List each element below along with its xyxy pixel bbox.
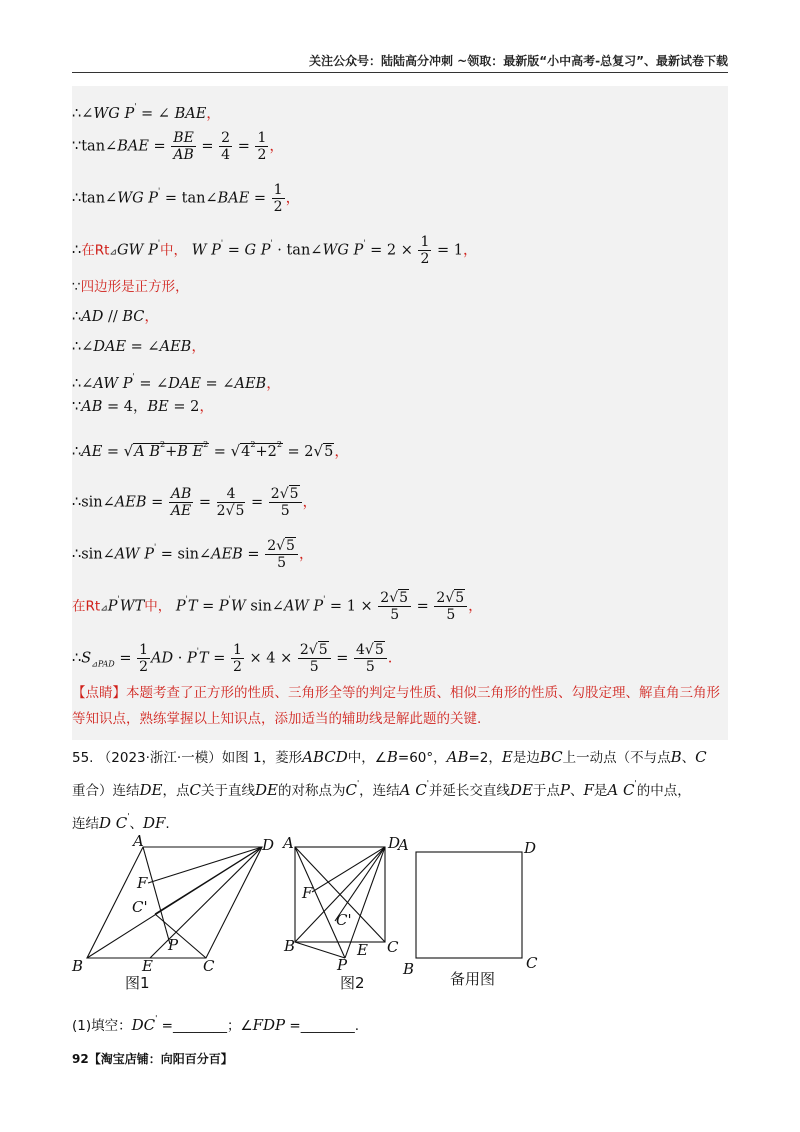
fig2-label-F: F [302, 884, 313, 902]
solution-line-11: ∴sin∠AEB = $\frac{AB}{AE}$ = $\frac{4}{2√5}$ = $\frac{2√5}{5}$ ， [72, 486, 318, 519]
fig2-label-B: B [284, 937, 296, 955]
solution-line-7: ∴∠DAE = ∠AEB， [72, 339, 206, 355]
fig2-label-P: P [337, 956, 348, 974]
solution-line-8: ∴∠AW P' = ∠DAE = ∠AEB， [72, 372, 281, 392]
solution-line-14: $\therefore S_{⊿PAD}$ = $\frac{1}{2}$ AD · P'T = $\frac{1}{2}$ × 4 × $\frac{2√5}{5}$ = $\frac{4√5}{5}$ . [72, 642, 393, 675]
fig1-caption: 图1 [125, 974, 150, 992]
solution-line-9: ∵AB = 4，BE = 2， [72, 399, 214, 415]
spare-label-D: D [524, 839, 537, 857]
fig1-label-C-prime: C' [132, 898, 148, 916]
fig2-caption: 图2 [340, 974, 365, 992]
solution-line-2: ∵tan∠BAE = $\frac{BE}{AB}$ = $\frac{2}{4}$ = $\frac{1}{2}$ ， [72, 130, 284, 163]
spare-label-C: C [526, 954, 538, 972]
page-number: 92 [72, 1052, 89, 1066]
solution-line-3: ∴tan∠WG P' = tan∠BAE = $\frac{1}{2}$ ， [72, 182, 301, 215]
problem-line-3: 连结D C'、DF. [72, 812, 170, 832]
page-header: 关注公众号：陆陆高分冲刺 ~领取：最新版“小中高考-总复习”、最新试卷下载 [309, 54, 728, 68]
solution-line-13: 在Rt⊿P'WT中， P'T = P'W sin∠AW P' = 1 × $\frac{2√5}{5}$ = $\frac{2√5}{5}$ ， [72, 590, 483, 623]
figure-2 [295, 847, 385, 958]
shop-name: 【淘宝店铺：向阳百分百】 [88, 1052, 233, 1066]
fig1-label-C: C [203, 957, 215, 975]
fig2-label-C-prime: C' [336, 911, 352, 929]
page-footer [72, 1050, 233, 1067]
fig2-label-E: E [357, 941, 368, 959]
fig2-label-D: D [388, 834, 401, 852]
fig1-label-B: B [72, 957, 84, 975]
problem-55 [72, 744, 732, 837]
solution-line-4: ∴在Rt⊿GW P'中， W P' = G P' · tan∠WG P' = 2 × $\frac{1}{2}$ = 1， [72, 234, 478, 267]
solution-box [72, 86, 728, 740]
problem-line-2: 重合）连结DE，点C关于直线DE的对称点为C'，连结A C'并延长交直线DE于点P、F是A C'的中点， [72, 779, 691, 799]
solution-line-12: ∴sin∠AW P' = sin∠AEB = $\frac{2√5}{5}$ ， [72, 538, 314, 571]
problem-figures [0, 826, 800, 1006]
problem-line-1: 55. （2023·浙江·一模）如图 1，菱形ABCD中，∠B=60°，AB=2，E是边BC上一动点（不与点B、C [72, 748, 707, 766]
solution-line-5: ∵四边形是正方形， [72, 279, 189, 295]
fig1-label-D: D [262, 836, 275, 854]
solution-line-10: ∴AE = √A $B^2+B$ $E^2 = √4^2+2^2 = 2√5$， [72, 440, 349, 460]
fig1-label-A: A [133, 832, 144, 850]
fig2-label-A: A [283, 834, 294, 852]
fig2-label-C: C [387, 938, 399, 956]
fig1-label-P: P [168, 936, 179, 954]
spare-caption: 备用图 [450, 970, 496, 988]
question-1: (1)填空：DC' =________；∠FDP =________. [72, 1014, 359, 1034]
fig1-label-F: F [137, 874, 148, 892]
fig2-label-A-second: A [398, 836, 409, 854]
spare-square [416, 852, 522, 958]
solution-line-1: ∴∠WG P' = ∠ BAE， [72, 102, 221, 122]
key-point-note: 【点睛】本题考查了正方形的性质、三角形全等的判定与性质、相似三角形的性质、勾股定理、解直角三角形等知识点，熟练掌握以上知识点，添加适当的辅助线是解此题的关键. [72, 685, 720, 727]
header-divider [72, 72, 728, 73]
spare-label-B: B [403, 960, 415, 978]
solution-line-6: ∴AD // BC， [72, 309, 159, 325]
fig1-label-E: E [142, 957, 153, 975]
